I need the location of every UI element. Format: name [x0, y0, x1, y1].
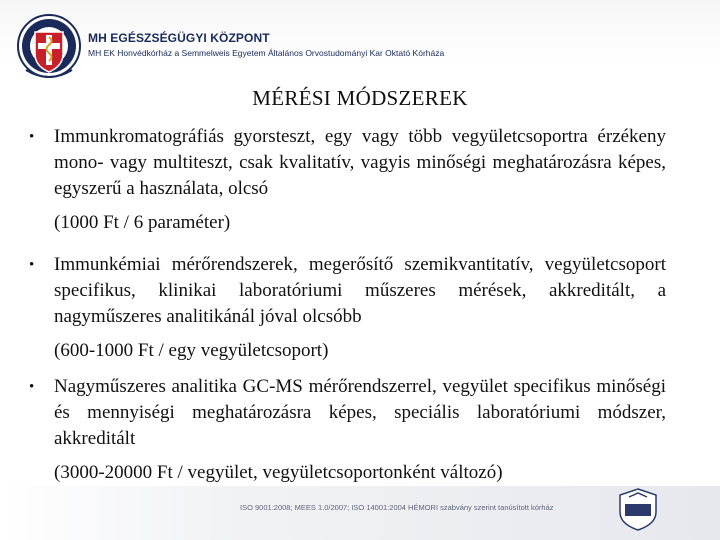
footer-bar	[0, 486, 720, 540]
certification-text: ISO 9001:2008; MEES 1.0/2007; ISO 14001:2004 HÉMORI szabvány szerint tanúsított kórház	[240, 503, 554, 512]
bullet-text: Immunkromatográfiás gyorsteszt, egy vagy több vegyületcsoportra érzékeny mono- vagy multiteszt, csak kvalitatív, vagyis minőségi meghatározásra képes, egyszerű a használata, olcsó	[54, 126, 666, 199]
footer	[0, 486, 720, 540]
bullet-price: (3000-20000 Ft / vegyület, vegyületcsoportonként változó)	[54, 462, 503, 483]
bullet-marker: •	[29, 257, 35, 273]
organization-name: MH EGÉSZSÉGÜGYI KÖZPONT	[88, 31, 270, 45]
bullet-text: Immunkémiai mérőrendszerek, megerősítő szemikvantitatív, vegyületcsoport specifikus, klinikai laboratóriumi műszeres mérések, akkreditált, a nagyműszeres analitikánál jóval olcsóbb	[54, 254, 666, 327]
bullet-text: Nagyműszeres analitika GC-MS mérőrendszerrel, vegyület specifikus minőségi és mennyiségi meghatározásra képes, speciális laboratóriumi módszer, akkreditált	[54, 376, 666, 449]
tuv-certification-badge-icon	[615, 486, 661, 532]
hospital-emblem-icon	[16, 10, 82, 82]
header	[0, 0, 720, 92]
slide-title: MÉRÉSI MÓDSZEREK	[252, 86, 468, 110]
bullet-marker: •	[29, 379, 35, 395]
organization-block	[88, 31, 444, 58]
bullet-price: (1000 Ft / 6 paraméter)	[54, 212, 231, 233]
organization-subtitle: MH EK Honvédkórház a Semmelweis Egyetem Általános Orvostudományi Kar Oktató Kórháza	[88, 48, 445, 58]
bullet-marker: •	[29, 129, 35, 145]
bullet-price: (600-1000 Ft / egy vegyületcsoport)	[54, 340, 329, 361]
